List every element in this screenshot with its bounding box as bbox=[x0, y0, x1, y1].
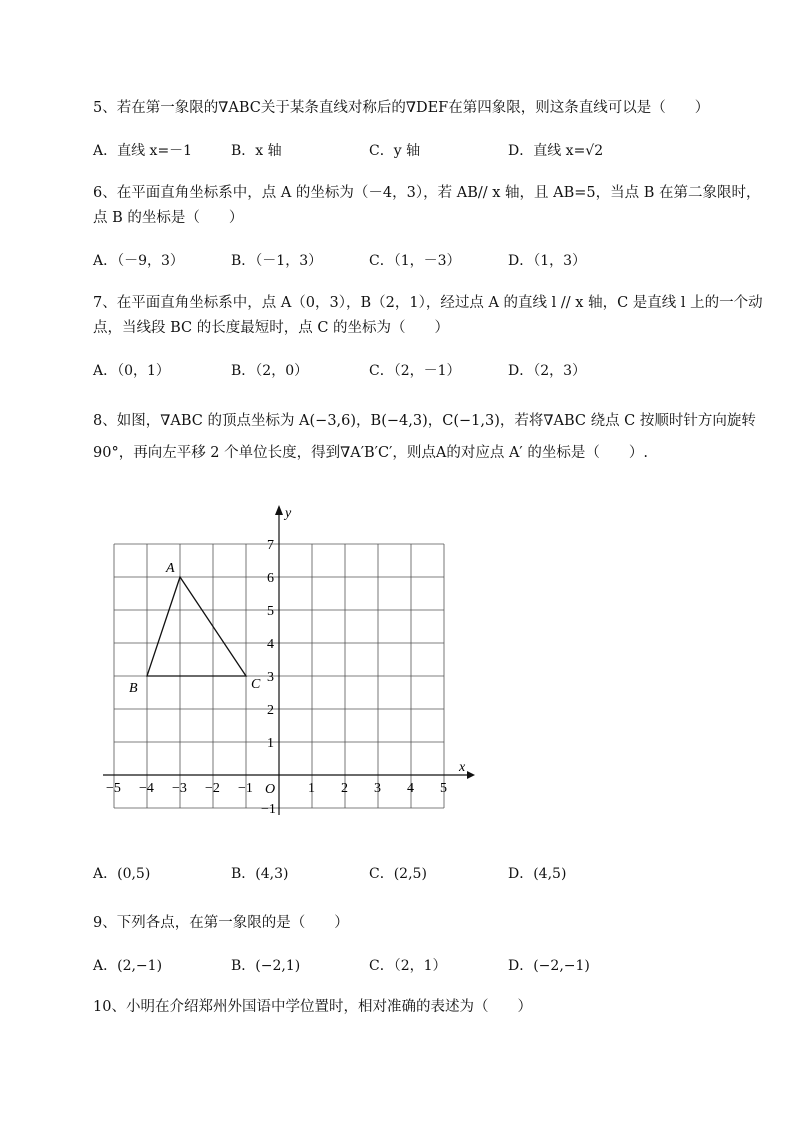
x-tick-label: −1 bbox=[238, 781, 253, 796]
question-8-stem-line1: 8、如图，∇ABC 的顶点坐标为 A(−3,6)，B(−4,3)，C(−1,3)，若将∇ABC 绕点 C 按顺时针方向旋转 bbox=[93, 413, 756, 429]
question-7-stem-line2: 点，当线段 BC 的长度最短时，点 C 的坐标为（ ） bbox=[93, 320, 450, 336]
q6-option-d[interactable]: D．（1，3） bbox=[508, 253, 587, 269]
q9-option-a[interactable]: A．(2,−1) bbox=[93, 958, 163, 974]
y-axis-label: y bbox=[285, 506, 292, 521]
y-tick-label: 5 bbox=[267, 604, 274, 619]
coordinate-figure bbox=[95, 495, 475, 825]
q5-option-b[interactable]: B．x 轴 bbox=[231, 143, 282, 159]
x-tick-label: 4 bbox=[407, 781, 414, 796]
y-axis-arrow-icon bbox=[275, 505, 283, 515]
y-tick-label: 3 bbox=[267, 670, 274, 685]
x-tick-label: −3 bbox=[172, 781, 187, 796]
q8-option-d[interactable]: D．(4,5) bbox=[508, 866, 567, 882]
x-tick-label: 1 bbox=[308, 781, 315, 796]
y-tick-label: 4 bbox=[267, 637, 274, 652]
q8-option-c[interactable]: C．(2,5) bbox=[369, 866, 427, 882]
axes bbox=[103, 505, 475, 815]
y-tick-label: −1 bbox=[261, 802, 276, 817]
question-6-stem-line2: 点 B 的坐标是（ ） bbox=[93, 210, 244, 226]
q8-option-a[interactable]: A．(0,5) bbox=[93, 866, 151, 882]
q9-option-c[interactable]: C．（2，1） bbox=[369, 958, 447, 974]
vertex-label-a: A bbox=[166, 561, 175, 576]
q6-option-c[interactable]: C．（1，－3） bbox=[369, 253, 461, 269]
q5-option-d[interactable]: D．直线 x=√2 bbox=[508, 143, 604, 159]
x-tick-label: 2 bbox=[341, 781, 348, 796]
question-10-stem: 10、小明在介绍郑州外国语中学位置时，相对准确的表述为（ ） bbox=[93, 999, 532, 1015]
x-axis-arrow-icon bbox=[467, 771, 475, 779]
question-5-stem: 5、若在第一象限的∇ABC关于某条直线对称后的∇DEF在第四象限，则这条直线可以是（ ） bbox=[93, 100, 710, 116]
q8-option-b[interactable]: B．(4,3) bbox=[231, 866, 289, 882]
vertex-label-b: B bbox=[129, 681, 138, 696]
question-8-stem-line2: 90°，再向左平移 2 个单位长度，得到∇A′B′C′，则点A的对应点 A′ 的坐标是（ ）. bbox=[93, 445, 648, 461]
question-9-stem: 9、下列各点，在第一象限的是（ ） bbox=[93, 915, 349, 931]
vertex-label-c: C bbox=[251, 677, 261, 692]
origin-label: O bbox=[265, 782, 276, 797]
q5-option-c[interactable]: C．y 轴 bbox=[369, 143, 421, 159]
q9-option-b[interactable]: B．(−2,1) bbox=[231, 958, 301, 974]
q7-option-c[interactable]: C．（2，－1） bbox=[369, 363, 461, 379]
triangle-abc bbox=[129, 561, 261, 696]
q6-option-b[interactable]: B．（－1，3） bbox=[231, 253, 323, 269]
q9-option-d[interactable]: D．(−2,−1) bbox=[508, 958, 590, 974]
q6-option-a[interactable]: A．（－9，3） bbox=[93, 253, 184, 269]
x-axis-label: x bbox=[459, 760, 466, 775]
y-tick-label: 1 bbox=[267, 736, 274, 751]
x-tick-label: 3 bbox=[374, 781, 381, 796]
y-tick-label: 6 bbox=[267, 571, 274, 586]
q7-option-a[interactable]: A．（0，1） bbox=[93, 363, 170, 379]
question-7-stem-line1: 7、在平面直角坐标系中，点 A（0，3），B（2，1），经过点 A 的直线 l // x 轴，C 是直线 l 上的一个动 bbox=[93, 295, 763, 311]
x-tick-label: −4 bbox=[139, 781, 154, 796]
y-tick-label: 7 bbox=[267, 538, 274, 553]
triangle-shape bbox=[147, 577, 246, 676]
x-tick-label: 5 bbox=[440, 781, 447, 796]
question-6-stem-line1: 6、在平面直角坐标系中，点 A 的坐标为（－4，3），若 AB// x 轴，且 AB=5，当点 B 在第二象限时， bbox=[93, 185, 761, 201]
x-tick-label: −5 bbox=[106, 781, 121, 796]
q5-option-a[interactable]: A．直线 x=－1 bbox=[93, 143, 193, 159]
q7-option-b[interactable]: B．（2，0） bbox=[231, 363, 309, 379]
x-tick-label: −2 bbox=[205, 781, 220, 796]
y-tick-label: 2 bbox=[267, 703, 274, 718]
q7-option-d[interactable]: D．（2，3） bbox=[508, 363, 587, 379]
